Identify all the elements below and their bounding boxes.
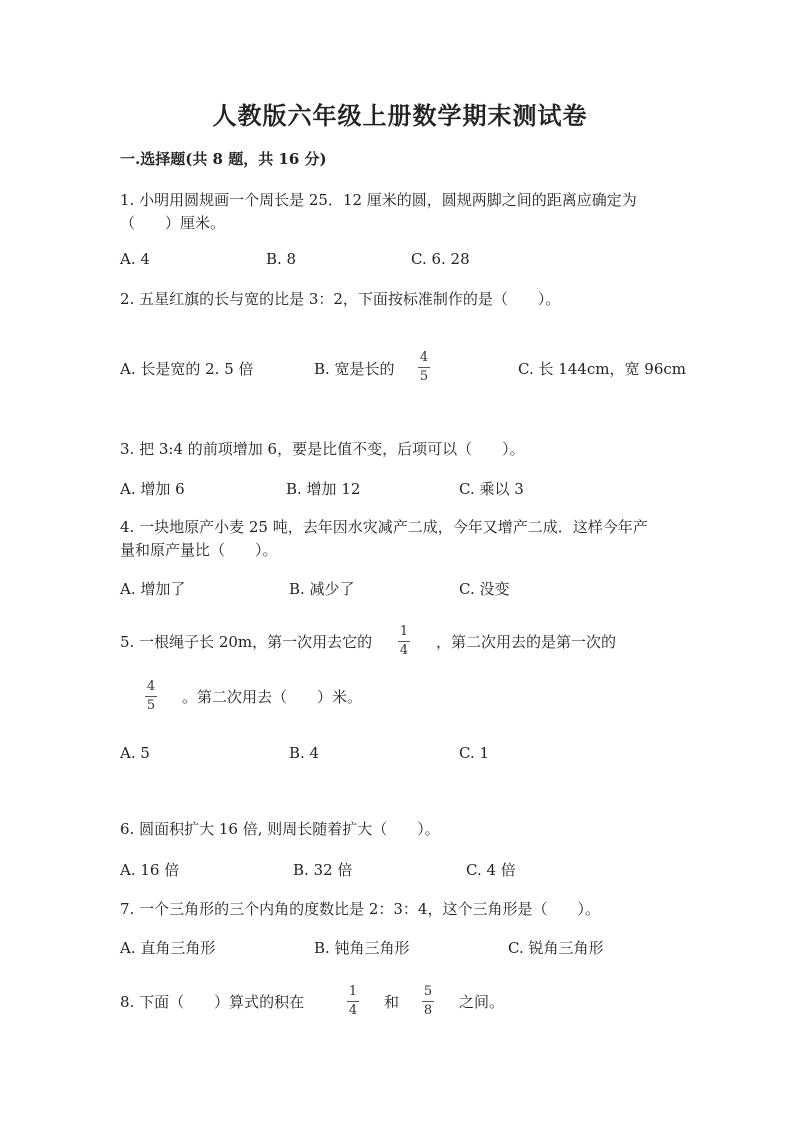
- fraction-denominator: 4: [399, 643, 409, 658]
- question-4-option-b: B. 减少了: [289, 580, 355, 598]
- question-5-option-b: B. 4: [289, 744, 320, 762]
- question-8-part-1: 8. 下面（ ）算式的积在: [120, 993, 305, 1011]
- question-7-option-b: B. 钝角三角形: [314, 939, 410, 957]
- fraction-numerator: 4: [146, 679, 156, 694]
- question-2-option-b: B. 宽是长的: [314, 360, 395, 378]
- fraction-denominator: 8: [423, 1003, 433, 1018]
- fraction-denominator: 5: [419, 369, 429, 384]
- question-3-text: 3. 把 3:4 的前项增加 6，要是比值不变，后项可以（ ）。: [120, 440, 525, 458]
- question-8-fraction-1: [347, 984, 359, 1018]
- fraction-bar: [418, 367, 430, 368]
- page-title: 人教版六年级上册数学期末测试卷: [212, 101, 588, 130]
- question-5-fraction-1: [398, 624, 410, 658]
- question-5-fraction-2: [145, 679, 157, 713]
- question-1-option-b: B. 8: [266, 250, 297, 268]
- question-5-option-a: A. 5: [120, 744, 150, 762]
- fraction-numerator: 1: [399, 624, 409, 639]
- question-5-part-2: ，第二次用去的是第一次的: [436, 633, 617, 651]
- question-5-part-3: 。第二次用去（ ）米。: [182, 688, 363, 706]
- question-7-text: 7. 一个三角形的三个内角的度数比是 2：3：4，这个三角形是（ ）。: [120, 900, 600, 918]
- question-1-option-a: A. 4: [120, 250, 150, 268]
- question-4-line-1: 4. 一块地原产小麦 25 吨，去年因水灾减产二成，今年又增产二成．这样今年产: [120, 518, 648, 536]
- fraction-bar: [145, 696, 157, 697]
- question-6-option-c: C. 4 倍: [466, 861, 516, 879]
- question-1-option-c: C. 6. 28: [411, 250, 470, 268]
- fraction-numerator: 1: [348, 984, 358, 999]
- question-6-text: 6. 圆面积扩大 16 倍, 则周长随着扩大（ ）。: [120, 820, 440, 838]
- question-4-line-2: 量和原产量比（ ）。: [120, 541, 278, 559]
- fraction-numerator: 4: [419, 350, 429, 365]
- question-5-part-1: 5. 一根绳子长 20m，第一次用去它的: [120, 633, 373, 651]
- fraction-bar: [422, 1001, 434, 1002]
- question-6-option-b: B. 32 倍: [293, 861, 353, 879]
- question-7-option-c: C. 锐角三角形: [508, 939, 604, 957]
- question-1-line-1: 1. 小明用圆规画一个周长是 25．12 厘米的圆，圆规两脚之间的距离应确定为: [120, 191, 637, 209]
- question-8-part-2: 和: [384, 993, 400, 1011]
- question-4-option-a: A. 增加了: [120, 580, 186, 598]
- question-1-line-2: （ ）厘米。: [120, 214, 226, 232]
- question-2-option-b-fraction: [418, 350, 430, 384]
- question-8-fraction-2: [422, 984, 434, 1018]
- question-5-option-c: C. 1: [459, 744, 490, 762]
- question-8-part-3: 之间。: [459, 993, 505, 1011]
- question-2-option-c: C. 长 144cm，宽 96cm: [518, 360, 686, 378]
- fraction-numerator: 5: [423, 984, 433, 999]
- question-2-text: 2. 五星红旗的长与宽的比是 3：2，下面按标准制作的是（ ）。: [120, 290, 561, 308]
- fraction-denominator: 5: [146, 698, 156, 713]
- question-2-option-a: A. 长是宽的 2. 5 倍: [120, 360, 254, 378]
- section-heading: 一.选择题(共 8 题，共 16 分): [120, 150, 327, 168]
- question-7-option-a: A. 直角三角形: [120, 939, 216, 957]
- fraction-denominator: 4: [348, 1003, 358, 1018]
- question-6-option-a: A. 16 倍: [120, 861, 180, 879]
- fraction-bar: [347, 1001, 359, 1002]
- question-3-option-b: B. 增加 12: [286, 480, 361, 498]
- fraction-bar: [398, 641, 410, 642]
- question-4-option-c: C. 没变: [459, 580, 510, 598]
- question-3-option-c: C. 乘以 3: [459, 480, 524, 498]
- question-3-option-a: A. 增加 6: [120, 480, 185, 498]
